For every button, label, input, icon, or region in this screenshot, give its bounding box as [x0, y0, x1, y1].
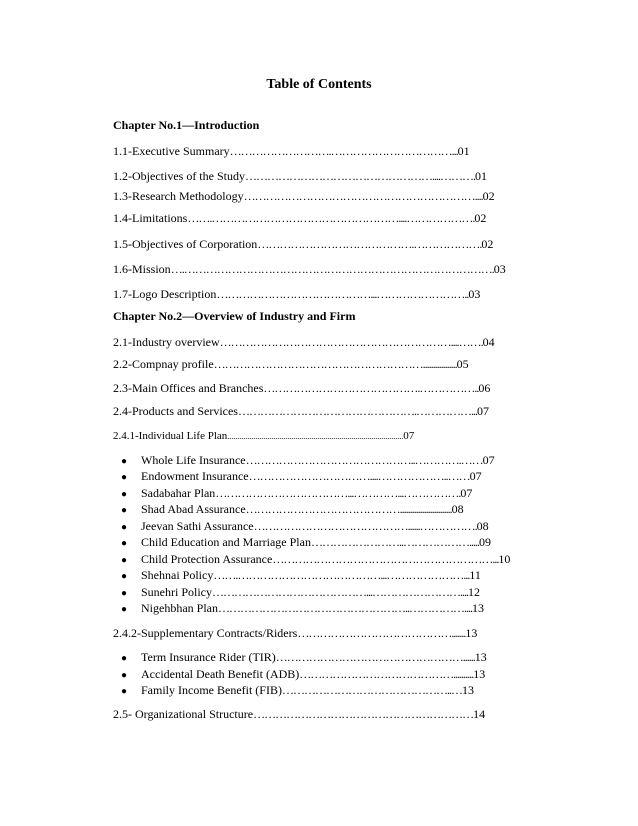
toc-page-number: 13 — [474, 650, 487, 664]
toc-page-number: 02 — [474, 211, 487, 225]
toc-entry-label: 2.2-Compnay profile — [113, 357, 214, 371]
toc-page-number: 03 — [468, 287, 481, 301]
toc-leader-dots: ………………………………...…………...……………. — [215, 486, 461, 500]
bullet-icon: ● — [121, 538, 128, 549]
toc-leader-dots: ……………………………………………....………. — [244, 169, 475, 183]
bullet-icon: ● — [121, 653, 128, 664]
toc-entry-label: Child Education and Marriage Plan — [141, 535, 311, 549]
bullet-icon: ● — [121, 555, 128, 566]
toc-leader-dots: ……………………………………………………….... — [243, 189, 483, 203]
toc-entry-label: Whole Life Insurance — [141, 453, 246, 467]
chapter-2-heading: Chapter No.2—Overview of Industry and Firm — [113, 309, 356, 323]
toc-entry — [113, 357, 524, 371]
bullet-icon: ● — [121, 472, 128, 483]
toc-entry — [113, 211, 524, 225]
toc-entry-label: Shehnai Policy — [141, 568, 214, 582]
toc-entry-label: 2.1-Industry overview — [113, 335, 220, 349]
toc-entry-label: 2.5- Organizational Structure — [113, 707, 254, 721]
toc-page-number: 02 — [481, 237, 494, 251]
toc-page-number: 09 — [478, 535, 491, 549]
toc-bullet-entry — [121, 453, 524, 469]
toc-entry-label: Sadabahar Plan — [141, 486, 216, 500]
chapter-1-heading: Chapter No.1—Introduction — [113, 118, 260, 132]
toc-bullet-entry — [121, 601, 524, 617]
toc-page-number: 07 — [476, 404, 489, 418]
toc-page-number: 01 — [457, 144, 470, 158]
toc-entry-label: Shad Abad Assurance — [141, 502, 246, 516]
toc-bullet-entry — [121, 568, 524, 584]
toc-bullet-entry — [121, 683, 524, 699]
toc-leader-dots: …………………………………….…………….. — [263, 381, 479, 395]
bullet-icon: ● — [121, 522, 128, 533]
toc-leader-dots: ……………………………....………………..…… — [248, 469, 470, 483]
toc-leader-dots: ……………………………………...…………………….. — [216, 287, 469, 301]
toc-entry — [113, 189, 524, 203]
bullet-icon: ● — [121, 670, 128, 681]
toc-page-number: 03 — [493, 262, 506, 276]
bullet-icon: ● — [121, 456, 128, 467]
toc-bullet-entry — [121, 535, 524, 551]
toc-page-number: 10 — [498, 552, 511, 566]
toc-entry-label: 2.4.1-Individual Life Plan — [113, 430, 228, 442]
toc-entry — [113, 169, 524, 183]
toc-leader-dots: ……………………………………………...... — [275, 650, 475, 664]
toc-page-number: 07 — [482, 453, 495, 467]
toc-page-number: 01 — [474, 169, 487, 183]
toc-entry — [113, 287, 524, 301]
toc-entry — [113, 404, 524, 418]
toc-entry-label: Sunehri Policy — [141, 585, 212, 599]
toc-page-number: 13 — [472, 601, 484, 615]
toc-leader-dots: ……………………………………...…………………….... — [212, 585, 468, 599]
toc-entry — [113, 381, 524, 395]
toc-leader-dots: ….…………………………………………………………………………. — [170, 262, 494, 276]
toc-entry — [113, 335, 524, 349]
toc-page-number: 08 — [476, 519, 489, 533]
toc-entry — [113, 237, 524, 251]
toc-bullet-entry — [121, 519, 524, 535]
toc-page-number: 12 — [468, 585, 480, 599]
toc-page-number: 08 — [451, 502, 464, 516]
toc-leader-dots: …….……………………………………………....………………. — [187, 211, 475, 225]
toc-leader-dots: ……………………………………………..…………….... — [218, 601, 472, 615]
toc-entry-label: Accidental Death Benefit (ADB) — [141, 667, 300, 681]
toc-page-number: 06 — [478, 381, 491, 395]
toc-leader-dots: ………………………………………………………....……. — [219, 335, 483, 349]
toc-bullet-entry — [121, 469, 524, 485]
toc-entry-label: 1.5-Objectives of Corporation — [113, 237, 258, 251]
bullet-icon: ● — [121, 571, 128, 582]
toc-entry-label: 1.6-Mission — [113, 262, 171, 276]
toc-bullet-entry — [121, 667, 524, 683]
bullet-icon: ● — [121, 489, 128, 500]
toc-leader-dots: ………………………………………….……………... — [237, 404, 477, 418]
toc-entry-label: 1.3-Research Methodology — [113, 189, 244, 203]
toc-page-number: 11 — [469, 568, 481, 582]
toc-subsection-entry — [113, 626, 524, 640]
toc-entry-label: 2.4-Products and Services — [113, 404, 238, 418]
toc-leader-dots: ……………………………………....... — [297, 626, 466, 640]
toc-page-number: 04 — [482, 335, 495, 349]
toc-bullet-entry — [121, 502, 524, 518]
bullet-icon: ● — [121, 686, 128, 697]
toc-entry-label: 1.7-Logo Description — [113, 287, 217, 301]
toc-leader-dots: ……………………………………......……………. — [253, 519, 477, 533]
toc-entry-label: Term Insurance Rider (TIR) — [141, 650, 276, 664]
toc-bullet-entry — [121, 585, 524, 601]
bullet-icon: ● — [121, 604, 128, 615]
toc-page-number: 13 — [465, 626, 478, 640]
toc-leader-dots: …….…………………………………...…………………... — [213, 568, 470, 582]
toc-leader-dots: ………………………………………..………….…… — [245, 453, 483, 467]
toc-leader-dots: …………………………………….......................... — [245, 502, 452, 516]
toc-entry-label: Nigehbhan Plan — [141, 601, 218, 615]
toc-page-number: 14 — [473, 707, 486, 721]
toc-page-number: 13 — [461, 683, 474, 697]
toc-leader-dots: …………………………………….………………. — [257, 237, 482, 251]
toc-bullet-entry — [121, 650, 524, 666]
toc-entry-label: Endowment Insurance — [141, 469, 249, 483]
toc-bullet-entry — [121, 486, 524, 502]
toc-leader-dots: …………………………………….......... — [299, 667, 474, 681]
toc-entry-label: 1.1-Executive Summary — [113, 144, 230, 158]
toc-page-number: 02 — [482, 189, 495, 203]
toc-leader-dots: ........................................................................................ — [227, 432, 404, 441]
toc-entry-label: 2.3-Main Offices and Branches — [113, 381, 264, 395]
toc-leader-dots: ……………………..………………..... — [310, 535, 479, 549]
toc-leader-dots: ……………………….……………………………... — [229, 144, 458, 158]
toc-entry-label: Child Protection Assurance — [141, 552, 273, 566]
toc-entry — [113, 707, 524, 721]
toc-leader-dots: …………………………………………………................. — [213, 357, 457, 371]
bullet-icon: ● — [121, 588, 128, 599]
toc-entry-label: Jeevan Sathi Assurance — [141, 519, 254, 533]
toc-page-number: 05 — [456, 357, 469, 371]
toc-page-number: 07 — [403, 430, 415, 442]
toc-page-number: 13 — [473, 667, 486, 681]
toc-entry — [113, 262, 524, 276]
toc-entry-label: 2.4.2-Supplementary Contracts/Riders — [113, 626, 298, 640]
toc-bullet-entry — [121, 552, 524, 568]
bullet-icon: ● — [121, 505, 128, 516]
toc-entry-label: Family Income Benefit (FIB) — [141, 683, 282, 697]
toc-leader-dots: ……………………………………………………... — [272, 552, 499, 566]
toc-page-number: 07 — [460, 486, 473, 500]
toc-page-number: 07 — [469, 469, 482, 483]
toc-subsection-entry — [113, 429, 524, 444]
toc-entry — [113, 144, 524, 158]
toc-entry-label: 1.4-Limitations — [113, 211, 188, 225]
page-title: Table of Contents — [266, 77, 372, 92]
toc-entry-label: 1.2-Objectives of the Study — [113, 169, 245, 183]
toc-leader-dots: …………………………………………………… — [253, 707, 474, 721]
toc-leader-dots: ………………………………………..… — [281, 683, 462, 697]
